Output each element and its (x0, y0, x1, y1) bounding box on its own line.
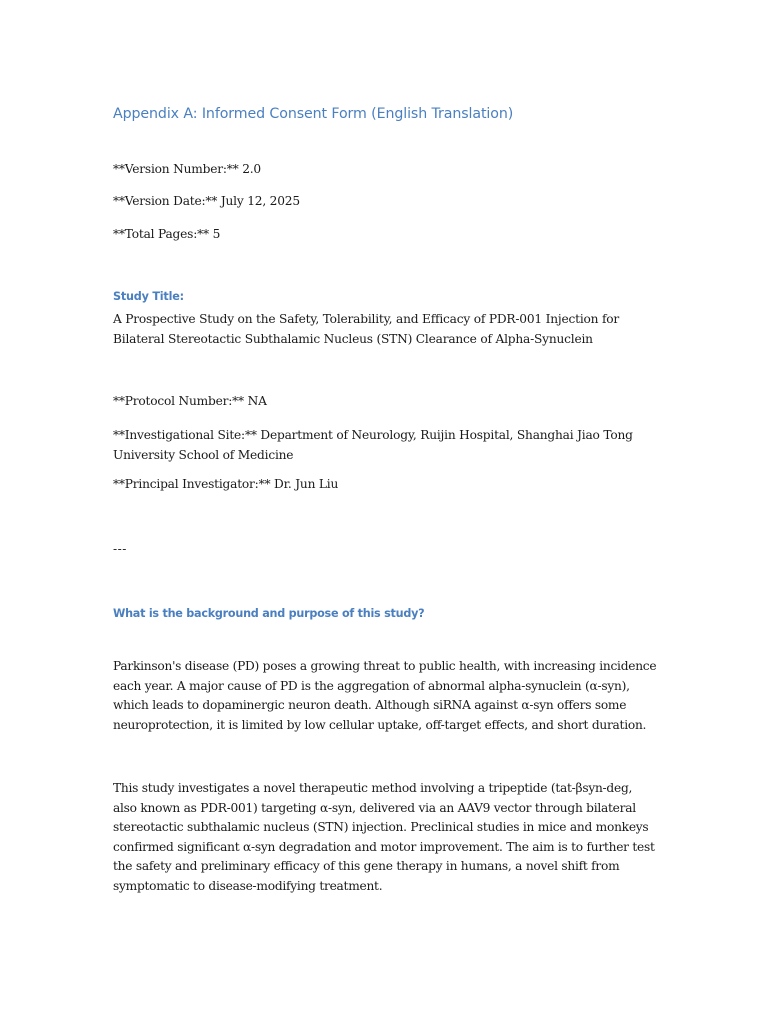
total-pages: **Total Pages:** 5 (113, 227, 221, 241)
version-date: **Version Date:** July 12, 2025 (113, 194, 300, 208)
principal-investigator: **Principal Investigator:** Dr. Jun Liu (113, 477, 339, 491)
page-title: Appendix A: Informed Consent Form (English Translation) (113, 106, 514, 122)
protocol-number: **Protocol Number:** NA (113, 394, 267, 408)
section-divider: --- (113, 542, 127, 556)
investigational-site: **Investigational Site:** Department of Neurology, Ruijin Hospital, Shanghai Jiao Tong University School of Medicine (113, 428, 633, 462)
version-number: **Version Number:** 2.0 (113, 162, 261, 176)
study-title: A Prospective Study on the Safety, Tolerability, and Efficacy of PDR-001 Injection for Bilateral Stereotactic Subthalamic Nucleus (STN) Clearance of Alpha-Synuclein (113, 312, 620, 346)
background-paragraph-2: This study investigates a novel therapeutic method involving a tripeptide (tat-βsyn-deg, also known as PDR-001) targeting α-syn, delivered via an AAV9 vector through bilateral stereotactic subthalamic nucleus (STN) injection. Preclinical studies in mice and monkeys confirmed significant α-syn degradation and motor improvement. The aim is to further test the safety and preliminary efficacy of this gene therapy in humans, a novel shift from symptomatic to disease-modifying treatment. (113, 781, 655, 893)
background-paragraph-1: Parkinson's disease (PD) poses a growing threat to public health, with increasing incidence each year. A major cause of PD is the aggregation of abnormal alpha-synuclein (α-syn), which leads to dopaminergic neuron death. Although siRNA against α-syn offers some neuroprotection, it is limited by low cellular uptake, off-target effects, and short duration. (113, 659, 657, 732)
study-title-label: Study Title: (113, 290, 184, 303)
section-heading-background: What is the background and purpose of this study? (113, 607, 425, 620)
